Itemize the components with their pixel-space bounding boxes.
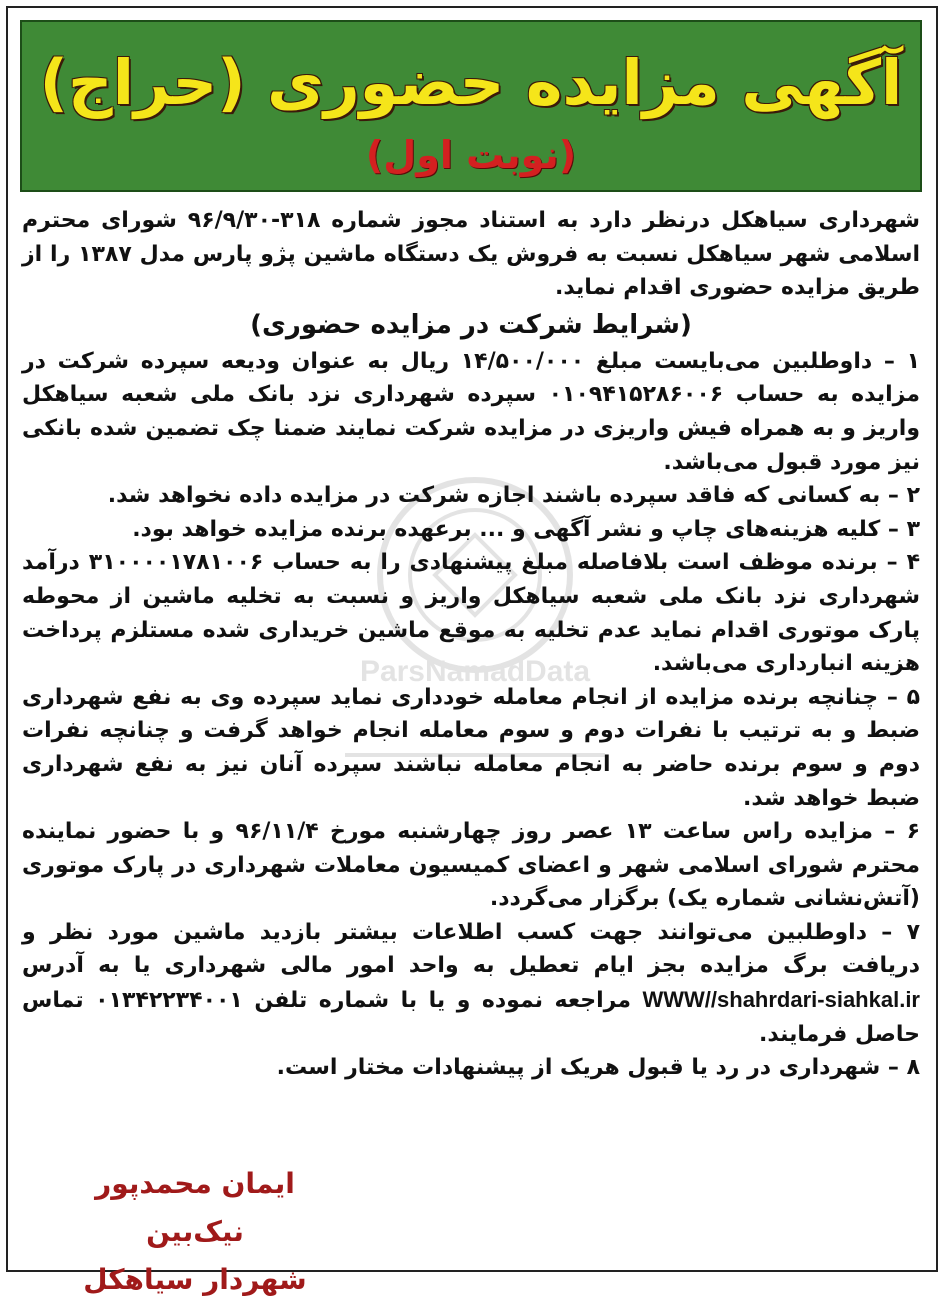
conditions-title: (شرایط شرکت در مزایده حضوری) bbox=[250, 309, 692, 340]
header-banner bbox=[20, 20, 922, 192]
signature-block bbox=[50, 1160, 340, 1304]
condition-3: ۳ – کلیه هزینه‌های چاپ و نشر آگهی و ... برعهده برنده مزایده خواهد بود. bbox=[132, 516, 920, 542]
condition-7-text: ۷ – داوطلبین می‌توانند جهت کسب اطلاعات بیشتر بازدید ماشین مورد نظر و دریافت برگ مزایده بجز ایام تعطیل به واحد امور مالی شهرداری یا به آدرس bbox=[22, 919, 920, 979]
intro-paragraph: شهرداری سیاهکل درنظر دارد به استناد مجوز شماره ۳۱۸-۹۶/۹/۳۰ شورای محترم اسلامی شهر سیاهکل نسبت به فروش یک دستگاه ماشین پژو پارس مدل ۱۳۸۷ را از طریق مزایده حضوری اقدام نماید. bbox=[22, 208, 921, 301]
condition-7-contact: مراجعه نموده و یا با شماره تلفن ۰۱۳۴۲۲۳۴۰۰۱ تماس حاصل فرمایند. bbox=[22, 988, 920, 1047]
condition-5: ۵ – چنانچه برنده مزایده از انجام معامله خودداری نماید سپرده وی به نفع شهرداری ضبط و به ترتیب با نفرات دوم و سوم معامله انجام خواهد گرفت و چنانچه نفرات دوم و سوم برنده حاضر به انجام معامله نباشند سپرده آنان نیز به نفع شهرداری ضبط خواهد شد. bbox=[22, 684, 920, 811]
condition-6: ۶ – مزایده راس ساعت ۱۳ عصر روز چهارشنبه مورخ ۹۶/۱۱/۴ و با حضور نماینده محترم شورای اسلامی شهر و اعضای کمیسیون معاملات شهرداری در پارک موتوری (آتش‌نشانی شماره یک) برگزار می‌گردد. bbox=[22, 819, 920, 912]
signatory-name: ایمان محمدپور نیک‌بین bbox=[95, 1167, 295, 1248]
signatory-title: شهردار سیاهکل bbox=[83, 1263, 307, 1296]
condition-8: ۸ – شهرداری در رد یا قبول هریک از پیشنهادات مختار است. bbox=[276, 1055, 920, 1081]
page-subtitle: (نوبت اول) bbox=[365, 133, 577, 177]
condition-7 bbox=[22, 916, 920, 1051]
watermark-brand: ParsNamadData bbox=[359, 655, 591, 688]
website-link[interactable]: WWW//shahrdari-siahkal.ir bbox=[642, 987, 920, 1013]
condition-4: ۴ – برنده موظف است بلافاصله مبلغ پیشنهادی را به حساب ۳۱۰۰۰۰۱۷۸۱۰۰۶ درآمد شهرداری نزد بانک ملی شعبه سیاهکل واریز و نسبت به تخلیه ماشین از محوطه پارک موتوری اقدام نماید عدم تخلیه به موقع ماشین خریداری شده مستلزم پرداخت هزینه انبارداری می‌باشد. bbox=[22, 550, 921, 677]
page-title: آگهی مزایده حضوری (حراج) bbox=[39, 46, 903, 119]
announcement-body bbox=[22, 204, 920, 1085]
condition-2: ۲ – به کسانی که فاقد سپرده باشند اجازه شرکت در مزایده داده نخواهد شد. bbox=[107, 483, 920, 509]
condition-1: ۱ – داوطلبین می‌بایست مبلغ ۱۴/۵۰۰/۰۰۰ ریال به عنوان ودیعه سپرده شرکت در مزایده به حساب ۰۱۰۹۴۱۵۲۸۶۰۰۶ سپرده شهرداری نزد بانک ملی شعبه سیاهکل واریز و به همراه فیش واریزی در مزایده شرکت نمایند ضمنا چک تضمین شده بانکی نیز مورد قبول می‌باشد. bbox=[22, 348, 920, 475]
